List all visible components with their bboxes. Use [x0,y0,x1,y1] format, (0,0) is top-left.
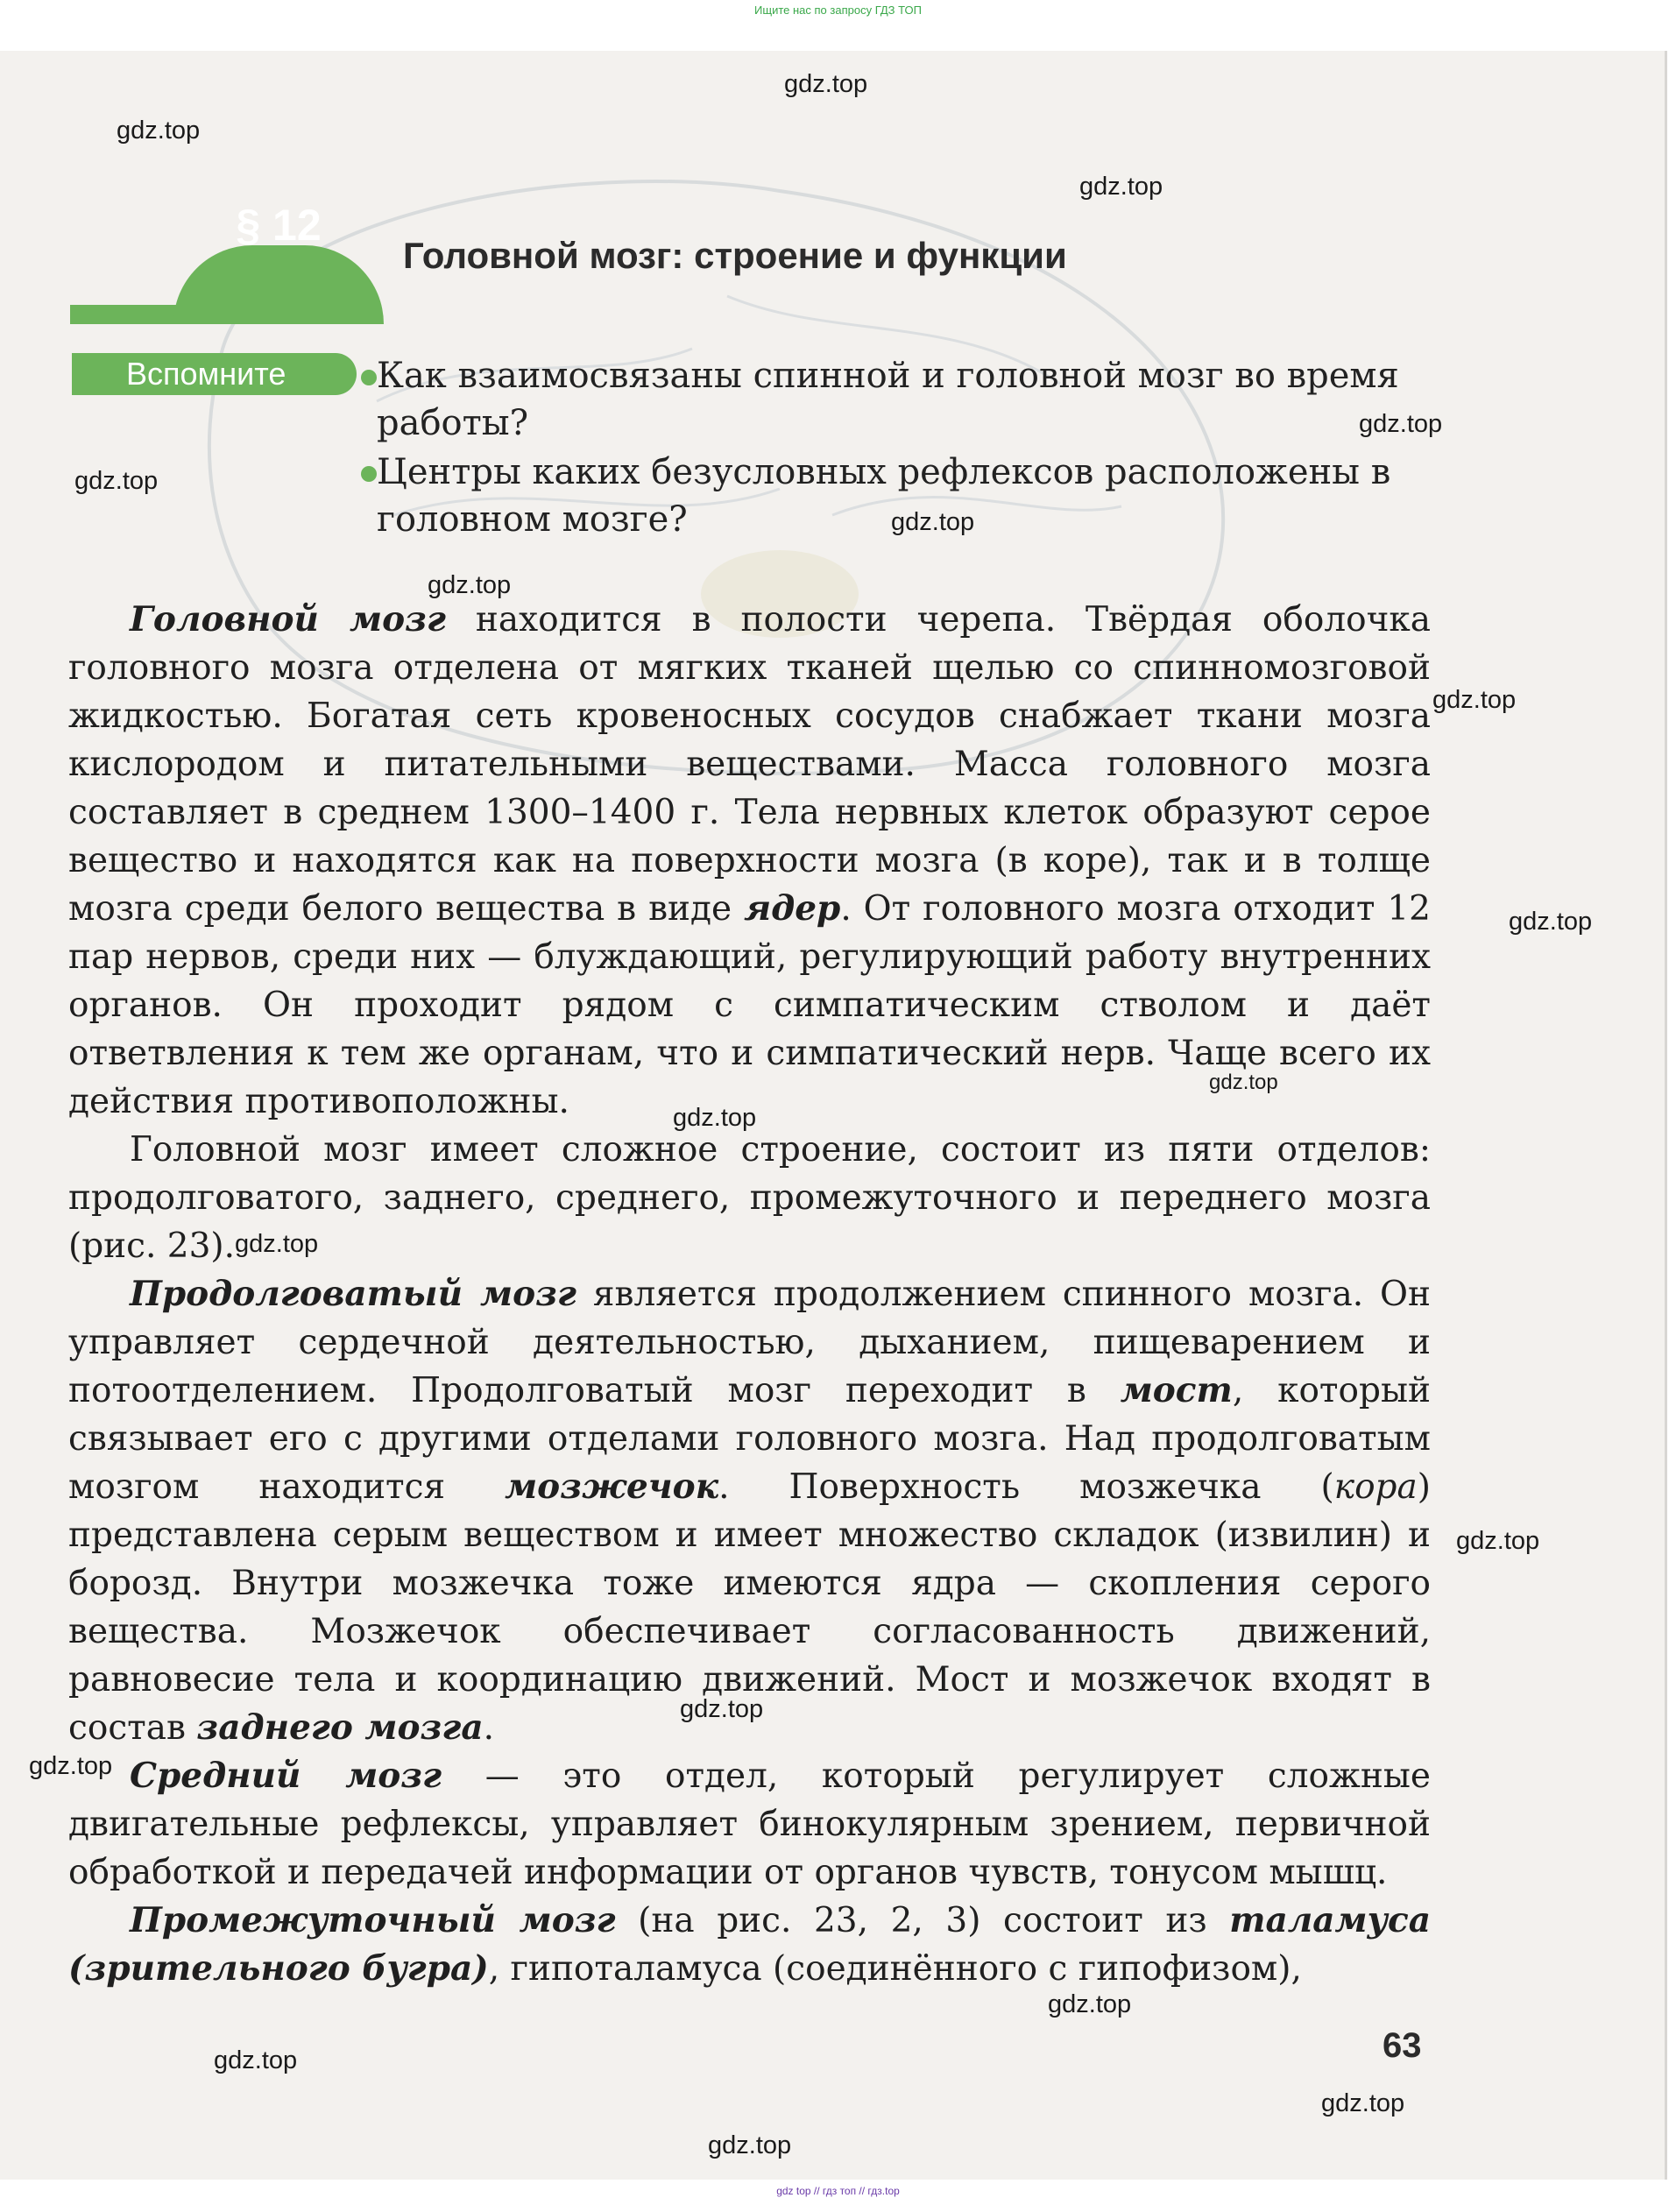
question-text: Как взаимосвязаны спинной и головной мозг во время работы? [377,356,1399,443]
paragraph [68,1897,1431,1993]
remember-label: Вспомните [72,353,357,395]
paragraph [68,1752,1431,1897]
paragraph-text: . От головного мозга отходит 12 пар нервов, среди них — блуждающий, регулирующий работу внутренних органов. Он проходит рядом с симпатическим стволом и даёт ответвления к тем же органам, что и симпатический нерв. Чаще всего их действия противоположны. [68,889,1431,1121]
section-title: Головной мозг: строение и функции [403,235,1067,276]
watermark: gdz.top [235,1230,319,1258]
question-item [377,352,1437,447]
section-badge [173,245,384,324]
term: таламуса (зрительного бугра) [68,1900,1431,1989]
term: Промежуточный мозг [130,1900,616,1940]
watermark: gdz.top [1079,173,1163,201]
term: Продолговатый мозг [130,1274,576,1314]
paragraph-text: . Поверхность мозжечка ( [718,1467,1334,1507]
watermark: gdz.top [428,571,512,599]
term: Головной мозг [130,599,446,640]
paragraph-text: . [483,1708,494,1748]
watermark: gdz.top [680,1695,764,1723]
watermark: gdz.top [673,1104,757,1132]
paragraph-text: является продолжением спинного мозга. Он управляет сердечной деятельностью, дыханием, пищеварением и потоотделением. Продолговатый мозг переходит в [68,1275,1431,1410]
question-text: Центры каких безусловных рефлексов расположены в головном мозге? [377,452,1391,540]
bullet-icon [361,370,377,385]
watermark: gdz.top [1509,908,1593,936]
paragraph-text: Головной мозг имеет сложное строение, состоит из пяти отделов: продолговатого, заднего, среднего, промежуточного и переднего мозга (рис. 23). [68,1130,1431,1266]
watermark: gdz.top [1321,2089,1405,2117]
watermark: gdz.top [891,508,975,536]
watermark: gdz.top [708,2131,792,2159]
watermark: gdz.top [1359,410,1443,438]
term: ядер [744,888,841,929]
paragraph [68,596,1431,1126]
paragraph-text: находится в полости черепа. Твёрдая оболочка головного мозга отделена от мягких тканей щелью со спинномозговой жидкостью. Богатая сеть кровеносных сосудов снабжает ткани мозга кислородом и питательными веществами. Масса головного мозга составляет в среднем 1300–1400 г. Тела нервных клеток образуют серое вещество и находятся как на поверхности мозга (в коре), так и в толще мозга среди белого вещества в виде [68,600,1431,929]
watermark: gdz.top [1048,1990,1132,2018]
body-text [68,596,1431,1993]
paragraph [68,1270,1431,1752]
watermark: gdz.top [29,1752,113,1780]
term: кора [1333,1467,1418,1507]
term: Средний мозг [130,1756,442,1796]
section-number: § 12 [236,201,322,250]
paragraph-text: , который связывает его с другими отделами головного мозга. Над продолговатым мозгом находится [68,1371,1431,1507]
paragraph-text: , гипоталамуса (соединённого с гипофизом), [488,1949,1302,1989]
page-number: 63 [1383,2026,1422,2065]
watermark: gdz.top [1209,1071,1278,1094]
bullet-icon [361,466,377,482]
watermark: gdz.top [1432,686,1517,714]
paragraph-text: ) представлена серым веществом и имеет множество складок (извилин) и борозд. Внутри мозжечка тоже имеются ядра — скопления серого вещества. Мозжечок обеспечивает согласованность движений, равновесие тела и координацию движений. Мост и мозжечок входят в состав [68,1467,1431,1748]
term: мозжечок [505,1466,719,1507]
watermark: gdz.top [784,70,868,98]
term: заднего мозга [196,1707,484,1748]
top-banner[interactable]: Ищите нас по запросу ГДЗ ТОП [754,4,922,17]
watermark: gdz.top [1456,1527,1540,1555]
watermark: gdz.top [214,2046,298,2074]
bottom-banner[interactable]: gdz top // гдз топ // гдз.top [776,2185,900,2197]
paragraph-text: (на рис. 23, 2, 3) состоит из [615,1901,1230,1940]
watermark: gdz.top [74,467,159,495]
watermark: gdz.top [117,117,201,145]
term: мост [1120,1370,1233,1410]
paragraph-text: — это отдел, который регулирует сложные двигательные рефлексы, управляет бинокулярным зрением, первичной обработкой и передачей информации от органов чувств, тонусом мышц. [68,1756,1431,1892]
